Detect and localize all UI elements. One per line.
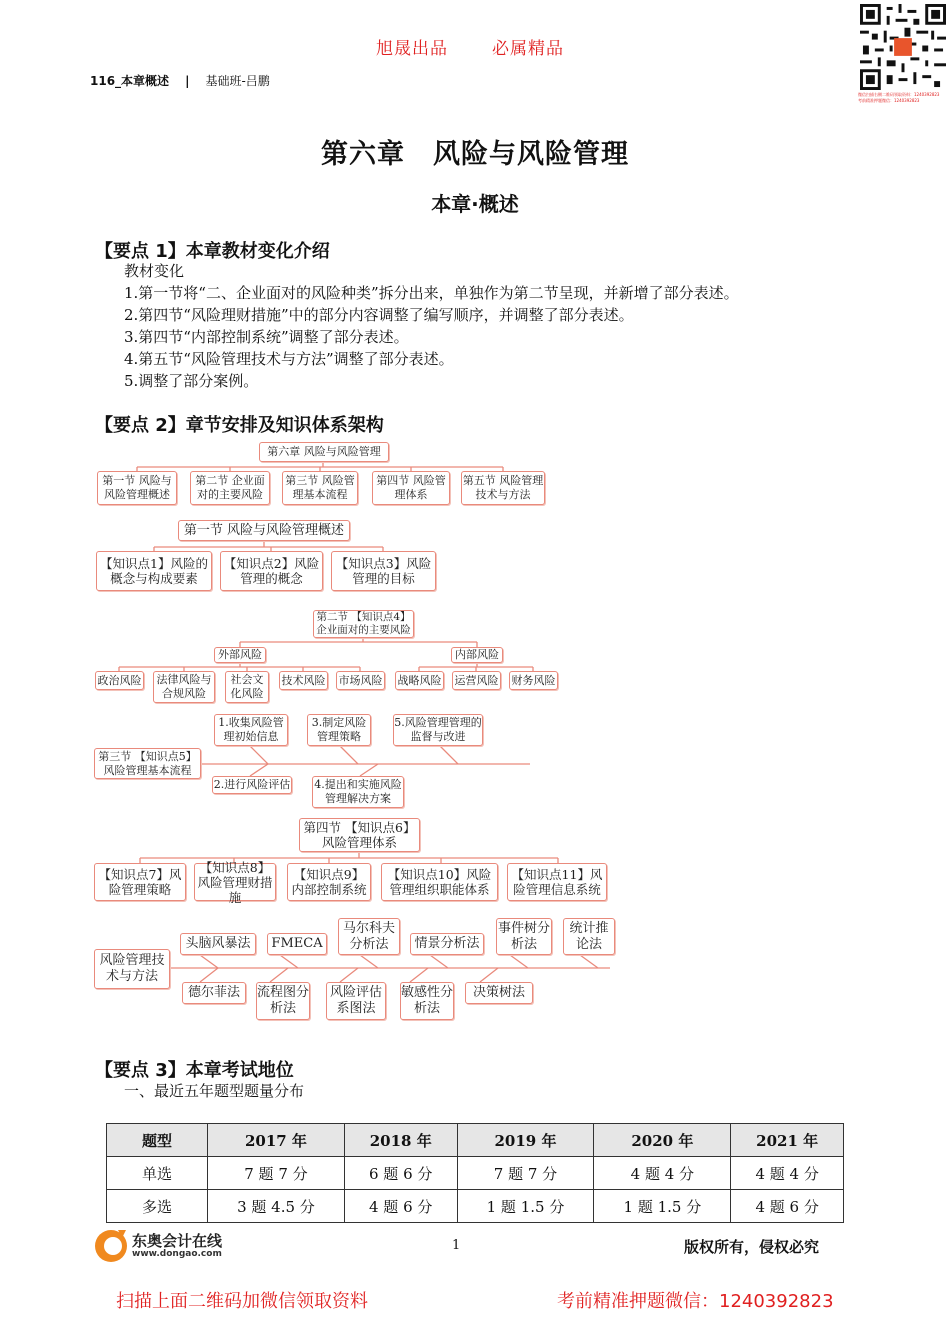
table-cell: 4 题 4 分 (594, 1157, 731, 1190)
map-s1-item-3: 【知识点3】风险管理的目标 (331, 551, 436, 591)
map-s5-top-4: 情景分析法 (410, 933, 484, 955)
map-s5-top-5: 事件树分析法 (496, 918, 552, 955)
map-s5-bottom-1: 德尔菲法 (182, 982, 246, 1004)
chapter-title: 第六章 风险与风险管理 (321, 139, 629, 170)
map-s1-item-2: 【知识点2】风险管理的概念 (220, 551, 323, 591)
copyright: 版权所有，侵权必究 (684, 1238, 820, 1256)
table-cell: 7 题 7 分 (208, 1157, 345, 1190)
map-s2-int-1: 战略风险 (395, 671, 444, 690)
lesson-title: 116_本章概述 (90, 74, 170, 88)
point3-heading: 【要点 3】本章考试地位 (95, 1060, 294, 1081)
brand-right: 必属精品 (492, 39, 564, 59)
table-cell: 3 题 4.5 分 (208, 1190, 345, 1223)
logo-name: 东奥会计在线 (132, 1232, 223, 1250)
qr-note-line-1: 微信扫描右侧二维码领取资料：1240392823 (858, 92, 940, 97)
table-cell: 7 题 7 分 (457, 1157, 594, 1190)
map-s5-bottom-5: 决策树法 (465, 982, 533, 1004)
dongao-logo-icon (92, 1226, 130, 1264)
map-chapter-2: 第二节 企业面对的主要风险 (190, 471, 270, 505)
map-s5-bottom-4: 敏感性分析法 (400, 982, 454, 1020)
map-s2-int-3: 财务风险 (509, 671, 558, 690)
map-s4-item-1: 【知识点7】风险管理策略 (94, 863, 186, 901)
map-s2-ext-5: 市场风险 (336, 671, 385, 690)
map-s3-step-1: 1.收集风险管理初始信息 (214, 714, 288, 746)
map-s5-top-3: 马尔科夫分析法 (338, 918, 400, 955)
table-cell: 4 题 6 分 (731, 1190, 844, 1223)
map-s1-title: 第一节 风险与风险管理概述 (178, 520, 350, 541)
map-s4-item-4: 【知识点10】风险管理组织职能体系 (381, 863, 498, 901)
map-s3-step-4: 4.提出和实施风险管理解决方案 (312, 776, 404, 808)
table-cell: 4 题 6 分 (344, 1190, 457, 1223)
table-cell: 4 题 4 分 (731, 1157, 844, 1190)
map-s1-item-1: 【知识点1】风险的概念与构成要素 (96, 551, 212, 591)
brand-left: 旭晟出品 (376, 39, 448, 59)
table-header: 2020 年 (594, 1124, 731, 1157)
point1-item: 3.第四节“内部控制系统”调整了部分表述。 (124, 328, 409, 346)
point1-intro: 教材变化 (124, 262, 185, 280)
map-s2-ext-1: 政治风险 (95, 671, 144, 690)
table-header-row (107, 1124, 844, 1157)
map-s5-top-2: FMECA (267, 933, 327, 955)
exam-distribution-table (106, 1123, 844, 1223)
table-row (107, 1190, 844, 1223)
map-s5-bottom-3: 风险评估系图法 (326, 982, 386, 1020)
map-s2-external: 外部风险 (214, 647, 266, 663)
map-s4-item-5: 【知识点11】风险管理信息系统 (507, 863, 607, 901)
point2-heading: 【要点 2】章节安排及知识体系架构 (95, 415, 384, 436)
table-cell: 1 题 1.5 分 (594, 1190, 731, 1223)
table-cell: 单选 (107, 1157, 208, 1190)
map-s3-step-2: 2.进行风险评估 (212, 776, 292, 794)
map-root: 第六章 风险与风险管理 (259, 442, 389, 462)
map-chapter-4: 第四节 风险管理体系 (372, 471, 450, 505)
map-chapter-3: 第三节 风险管理基本流程 (282, 471, 358, 505)
map-chapter-5: 第五节 风险管理技术与方法 (461, 471, 545, 505)
table-header: 题型 (107, 1124, 208, 1157)
breadcrumb-divider: | (185, 74, 190, 88)
map-s3-step-5: 5.风险管理管理的监督与改进 (393, 714, 483, 746)
table-header: 2018 年 (344, 1124, 457, 1157)
map-s4-title: 第四节 【知识点6】风险管理体系 (299, 818, 420, 852)
class-teacher: 基础班-吕鹏 (205, 74, 270, 88)
map-chapter-1: 第一节 风险与风险管理概述 (97, 471, 177, 505)
map-s4-item-2: 【知识点8】风险管理财措施 (194, 863, 276, 901)
map-s2-ext-3: 社会文化风险 (225, 671, 269, 703)
map-s4-item-3: 【知识点9】内部控制系统 (287, 863, 371, 901)
table-header: 2017 年 (208, 1124, 345, 1157)
point1-item: 4.第五节“风险管理技术与方法”调整了部分表述。 (124, 350, 454, 368)
map-s5-bottom-2: 流程图分析法 (256, 982, 310, 1020)
table-cell: 1 题 1.5 分 (457, 1190, 594, 1223)
table-header: 2019 年 (457, 1124, 594, 1157)
point1-heading: 【要点 1】本章教材变化介绍 (95, 241, 330, 262)
map-s5-top-6: 统计推论法 (563, 918, 615, 955)
table-cell: 多选 (107, 1190, 208, 1223)
map-s2-ext-4: 技术风险 (279, 671, 328, 690)
promo-left: 扫描上面二维码加微信领取资料 (116, 1291, 368, 1312)
table-cell: 6 题 6 分 (344, 1157, 457, 1190)
logo-url: www.dongao.com (132, 1249, 222, 1259)
point3-intro: 一、最近五年题型题量分布 (124, 1082, 305, 1100)
table-row (107, 1157, 844, 1190)
point1-item: 2.第四节“风险理财措施”中的部分内容调整了编写顺序，并调整了部分表述。 (124, 306, 634, 324)
map-s5-title: 风险管理技术与方法 (94, 949, 170, 989)
map-s3-title: 第三节 【知识点5】风险管理基本流程 (94, 748, 201, 779)
point1-item: 1.第一节将“二、企业面对的风险种类”拆分出来，单独作为第二节呈现，并新增了部分表述。 (124, 284, 739, 302)
map-s2-title: 第二节 【知识点4】企业面对的主要风险 (313, 610, 414, 638)
chapter-subtitle: 本章·概述 (431, 192, 519, 216)
map-s5-top-1: 头脑风暴法 (180, 933, 256, 955)
point1-item: 5.调整了部分案例。 (124, 372, 259, 390)
table-header: 2021 年 (731, 1124, 844, 1157)
page-number: 1 (452, 1238, 461, 1253)
map-s2-ext-2: 法律风险与合规风险 (153, 671, 215, 703)
map-s3-step-3: 3.制定风险管理策略 (307, 714, 371, 746)
promo-right: 考前精准押题微信：1240392823 (557, 1291, 834, 1312)
qr-note-line-2: 考前精准押题微信：1240392823 (858, 98, 920, 103)
map-s2-internal: 内部风险 (451, 647, 503, 663)
map-s2-int-2: 运营风险 (452, 671, 501, 690)
